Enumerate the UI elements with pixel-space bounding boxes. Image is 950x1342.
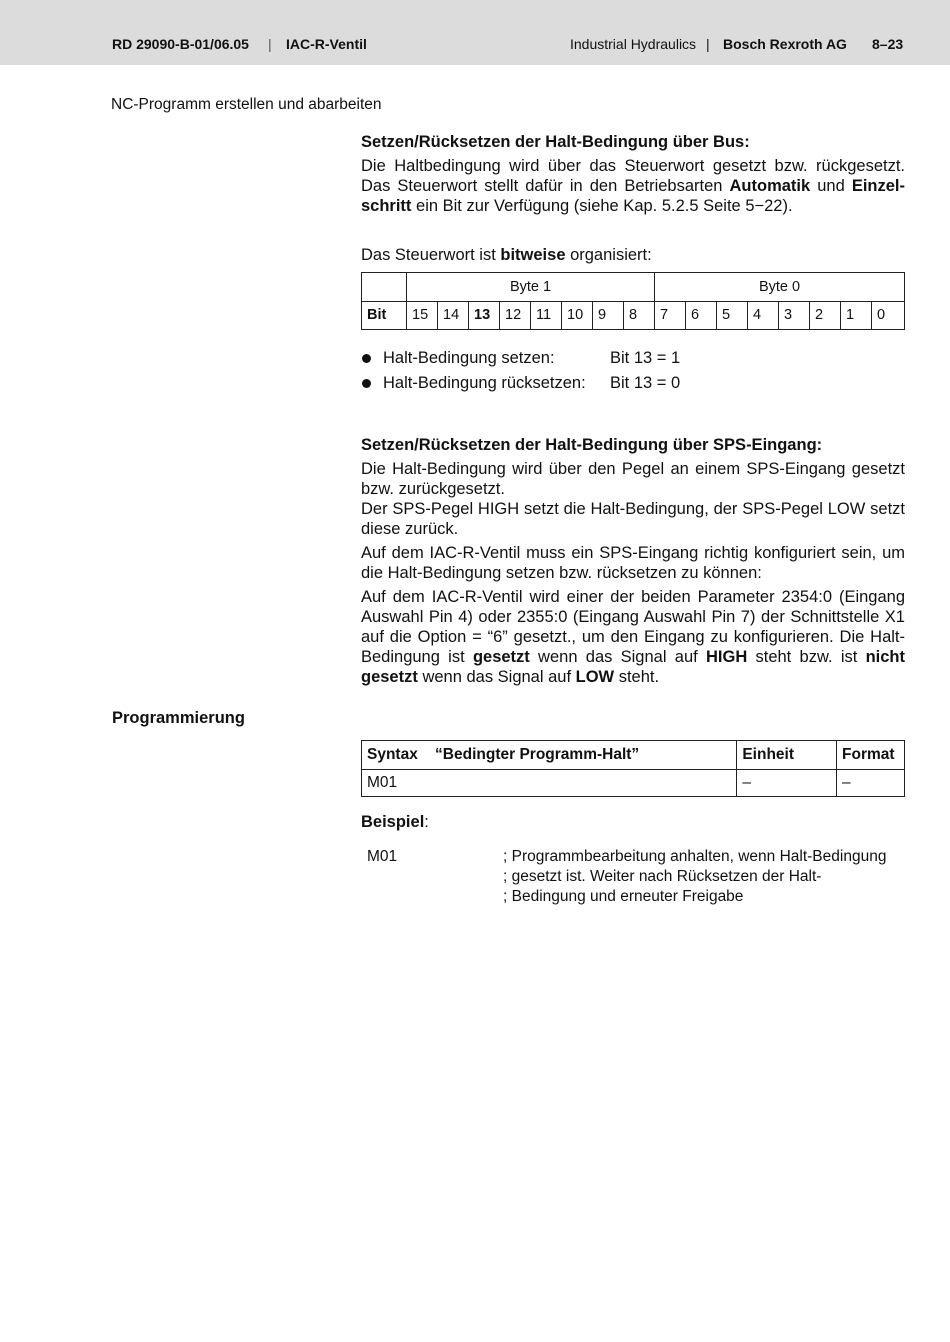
bullet-icon xyxy=(362,354,371,363)
bit-cell: 9 xyxy=(593,301,624,330)
bit-cell: 7 xyxy=(655,301,686,330)
example-label: Beispiel: xyxy=(361,813,429,831)
unit-header: Einheit xyxy=(737,741,837,770)
programming-heading: Programmierung xyxy=(112,709,245,727)
control-word-bit-table xyxy=(361,272,905,330)
example-code: M01 xyxy=(367,848,398,865)
bus-heading: Setzen/Rücksetzen der Halt-Bedingung über Bus: xyxy=(361,133,750,151)
header-separator: | xyxy=(268,36,272,52)
bus-section xyxy=(361,132,905,216)
comment-line: ; Programmbearbeitung anhalten, wenn Halt-Bedingung xyxy=(503,848,887,865)
bit-cell: 8 xyxy=(624,301,655,330)
sps-paragraph-3: Auf dem IAC-R-Ventil muss ein SPS-Eingang richtig konfiguriert sein, um die Halt-Bedingung setzen bzw. rücksetzen zu können: xyxy=(361,544,905,582)
bit-cell: 2 xyxy=(810,301,841,330)
sps-paragraph-2: Der SPS-Pegel HIGH setzt die Halt-Bedingung, der SPS-Pegel LOW setzt diese zurück. xyxy=(361,500,905,538)
header-separator-2: | xyxy=(706,36,710,52)
division-name: Industrial Hydraulics xyxy=(570,36,697,52)
document-number: RD 29090-B-01/06.05 xyxy=(112,36,249,52)
sps-heading: Setzen/Rücksetzen der Halt-Bedingung über SPS-Eingang: xyxy=(361,436,823,454)
bit-cell-highlighted: 13 xyxy=(469,301,500,330)
bit-cell: 14 xyxy=(438,301,469,330)
company-name: Bosch Rexroth AG xyxy=(723,36,847,52)
bullet-icon xyxy=(362,379,371,388)
bitwise-paragraph: Das Steuerwort ist bitweise organisiert: xyxy=(361,246,652,264)
bit-cell: 12 xyxy=(500,301,531,330)
comment-line: ; gesetzt ist. Weiter nach Rücksetzen der Halt- xyxy=(503,868,822,885)
example-comments xyxy=(503,847,886,907)
bit-row xyxy=(362,301,905,330)
bit-cell: 4 xyxy=(748,301,779,330)
bit-cell: 3 xyxy=(779,301,810,330)
sps-section xyxy=(361,435,905,687)
command-cell: M01 xyxy=(362,770,737,797)
product-name: IAC-R-Ventil xyxy=(286,36,367,52)
bit-cell: 10 xyxy=(562,301,593,330)
syntax-header: Syntax “Bedingter Programm-Halt” xyxy=(362,741,737,770)
table-row xyxy=(362,770,905,797)
bit-cell: 6 xyxy=(686,301,717,330)
bit-cell: 1 xyxy=(841,301,872,330)
byte1-header: Byte 1 xyxy=(407,273,655,302)
bus-paragraph: Die Haltbedingung wird über das Steuerwort gesetzt bzw. rückgesetzt. Das Steuerwort stellt dafür in den Betriebsarten Automatik und Einzel-schritt ein Bit zur Verfügung (siehe Kap. 5.2.5 Seite 5−22). xyxy=(361,157,906,215)
syntax-table xyxy=(361,740,905,797)
bit-row-label: Bit xyxy=(362,301,407,330)
bit-cell: 5 xyxy=(717,301,748,330)
bit-cell: 11 xyxy=(531,301,562,330)
byte0-header: Byte 0 xyxy=(655,273,905,302)
sps-paragraph-4: Auf dem IAC-R-Ventil wird einer der beiden Parameter 2354:0 (Eingang Auswahl Pin 4) oder 2355:0 (Eingang Auswahl Pin 7) der Schnittstelle X1 auf die Option = “6” gesetzt., um den Eingang zu konfigurieren. Die Halt-Bedingung ist gesetzt wenn das Signal auf HIGH steht bzw. ist nicht gesetzt wenn das Signal auf LOW steht. xyxy=(361,588,906,686)
bit-cell: 0 xyxy=(872,301,905,330)
unit-cell: – xyxy=(737,770,837,797)
syntax-header-row xyxy=(362,741,905,770)
section-label: NC-Programm erstellen und abarbeiten xyxy=(111,96,382,113)
empty-cell xyxy=(362,273,407,302)
comment-line: ; Bedingung und erneuter Freigabe xyxy=(503,888,744,905)
sps-paragraph-1: Die Halt-Bedingung wird über den Pegel an einem SPS-Eingang gesetzt bzw. zurückgesetzt. xyxy=(361,460,905,498)
byte-row xyxy=(362,273,905,302)
bit-cell: 15 xyxy=(407,301,438,330)
page-header xyxy=(0,0,950,65)
page-number: 8–23 xyxy=(872,36,904,52)
format-cell: – xyxy=(837,770,905,797)
format-header: Format xyxy=(837,741,905,770)
